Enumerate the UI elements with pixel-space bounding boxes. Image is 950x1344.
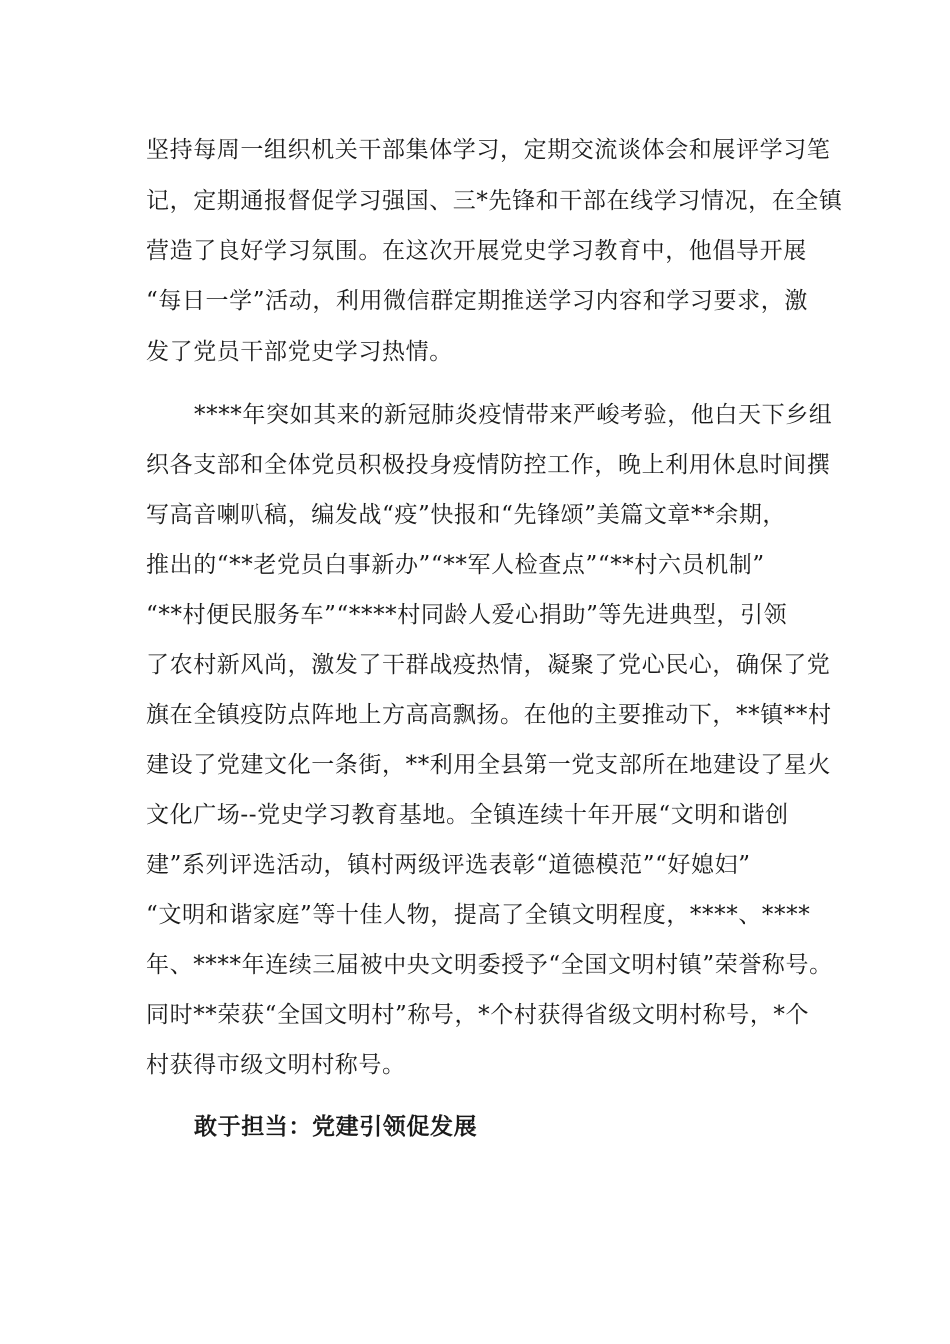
paragraph-2-line-9: 文化广场--党史学习教育基地。全镇连续十年开展“文明和谐创 (146, 802, 789, 828)
paragraph-2-line-3: 写高音喇叭稿，编发战“疫”快报和“先锋颂”美篇文章**余期， (146, 502, 787, 528)
paragraph-2-line-12: 年、****年连续三届被中央文明委授予“全国文明村镇”荣誉称号。 (146, 952, 833, 978)
section-heading: 敢于担当：党建引领促发展 (194, 1113, 478, 1140)
paragraph-2-line-5: “**村便民服务车”“****村同龄人爱心捐助”等先进典型，引领 (146, 602, 788, 628)
paragraph-2-line-1: ****年突如其来的新冠肺炎疫情带来严峻考验，他白天下乡组 (194, 402, 833, 428)
paragraph-2-line-4: 推出的“**老党员白事新办”“**军人检查点”“**村六员机制” (146, 552, 765, 578)
paragraph-2-line-11: “文明和谐家庭”等十佳人物，提高了全镇文明程度，****、**** (146, 902, 811, 928)
paragraph-2-line-6: 了农村新风尚，激发了干群战疫热情，凝聚了党心民心，确保了党 (146, 652, 831, 678)
paragraph-2-line-8: 建设了党建文化一条街，**利用全县第一党支部所在地建设了星火 (146, 752, 831, 778)
paragraph-2-line-10: 建”系列评选活动，镇村两级评选表彰“道德模范”“好媳妇” (146, 852, 751, 878)
paragraph-1-line-4: “每日一学”活动，利用微信群定期推送学习内容和学习要求，激 (146, 288, 808, 314)
paragraph-1-line-3: 营造了良好学习氛围。在这次开展党史学习教育中，他倡导开展 (146, 238, 807, 264)
paragraph-1-line-2: 记，定期通报督促学习强国、三*先锋和干部在线学习情况，在全镇 (146, 188, 843, 214)
paragraph-2-line-7: 旗在全镇疫防点阵地上方高高飘扬。在他的主要推动下，**镇**村 (146, 702, 832, 728)
paragraph-1-line-5: 发了党员干部党史学习热情。 (146, 339, 453, 365)
paragraph-2-line-13: 同时**荣获“全国文明村”称号，*个村获得省级文明村称号，*个 (146, 1002, 810, 1028)
paragraph-2-line-14: 村获得市级文明村称号。 (146, 1052, 406, 1078)
paragraph-2-line-2: 织各支部和全体党员积极投身疫情防控工作，晚上利用休息时间撰 (146, 452, 831, 478)
paragraph-1-line-1: 坚持每周一组织机关干部集体学习，定期交流谈体会和展评学习笔 (146, 137, 831, 163)
